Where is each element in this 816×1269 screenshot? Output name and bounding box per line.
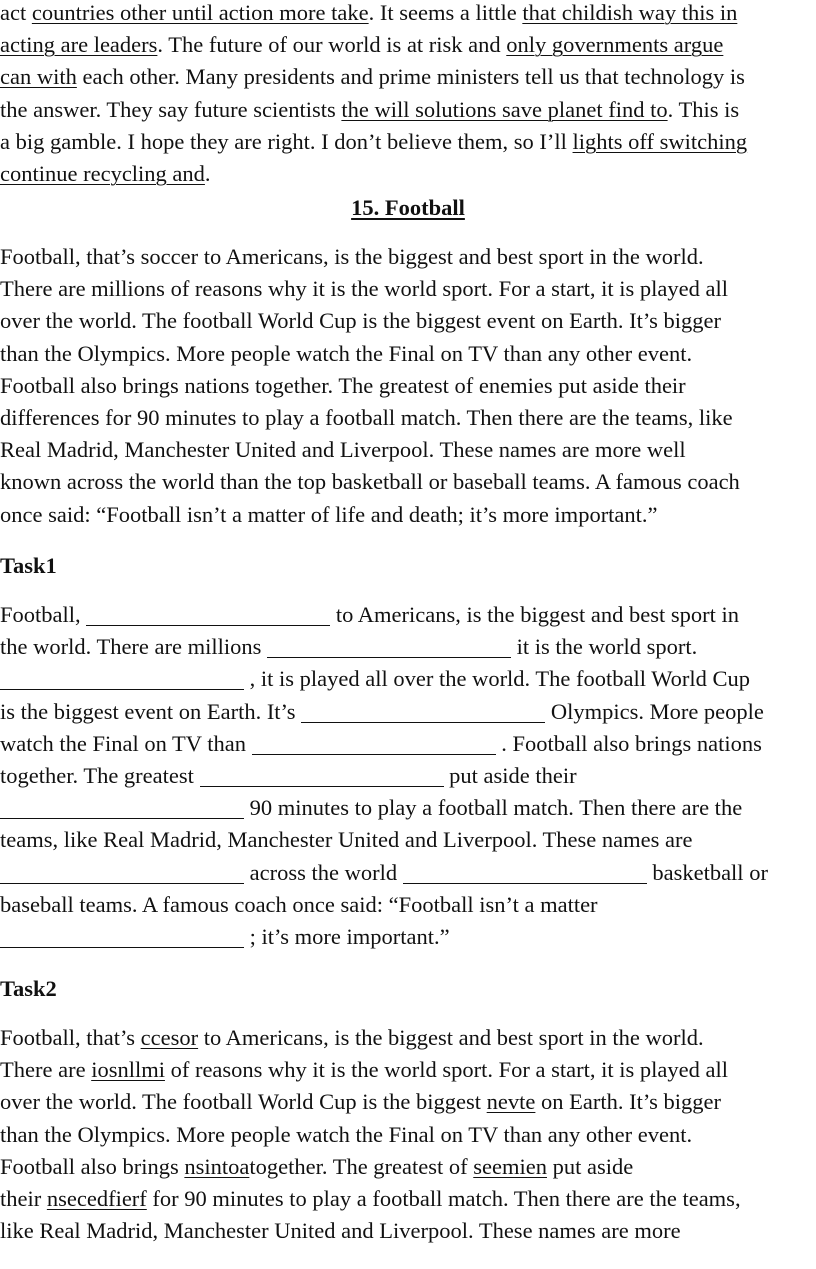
- text-run: of reasons why it is the world sport. For a start, it is played all: [164, 1057, 728, 1083]
- text-line: [0, 696, 816, 728]
- answer-blank[interactable]: [0, 796, 244, 819]
- underlined-text: seemien: [473, 1153, 547, 1179]
- text-line: [0, 241, 816, 273]
- text-run: each other. Many presidents and prime ministers tell us that technology is: [76, 64, 745, 90]
- text-run: the answer. They say future scientists: [0, 96, 342, 122]
- text-run: put aside their: [443, 762, 577, 788]
- text-line: [0, 1086, 816, 1118]
- text-run: across the world: [244, 859, 403, 885]
- text-line: [0, 466, 816, 498]
- answer-blank[interactable]: [0, 667, 244, 690]
- underlined-text: nevte: [486, 1089, 536, 1115]
- underlined-text: nsecedfierf: [46, 1185, 147, 1211]
- answer-blank[interactable]: [267, 635, 511, 658]
- text-line: [0, 599, 816, 631]
- underlined-text: that childish way this in: [522, 0, 738, 25]
- underlined-text: ccesor: [140, 1025, 199, 1050]
- task1-paragraph: [0, 599, 816, 953]
- text-line: [0, 889, 816, 921]
- text-line: [0, 338, 816, 370]
- text-run: .: [204, 160, 211, 186]
- text-run: . Football also brings nations: [495, 730, 762, 756]
- text-run: baseball teams. A famous coach once said: “Football isn’t a matter: [0, 891, 598, 917]
- text-line: [0, 158, 816, 190]
- text-line: [0, 857, 816, 889]
- text-run: their: [0, 1185, 47, 1211]
- task2-paragraph: [0, 1022, 816, 1247]
- text-run: together. The greatest: [0, 762, 200, 788]
- text-line: [0, 1022, 816, 1054]
- underlined-text: lights off switching: [572, 128, 748, 154]
- text-line: [0, 499, 816, 531]
- text-line: [0, 1183, 816, 1215]
- text-line: [0, 1215, 816, 1247]
- text-line: [0, 402, 816, 434]
- text-run: Football,: [0, 602, 87, 627]
- text-run: . It seems a little: [368, 0, 523, 25]
- underlined-text: the will solutions save planet find to: [341, 96, 668, 122]
- text-run: Football, that’s soccer to Americans, is the biggest and best sport in the world.: [0, 244, 704, 269]
- text-run: differences for 90 minutes to play a football match. Then there are the teams, like: [0, 404, 733, 430]
- underlined-text: acting are leaders: [0, 32, 158, 58]
- text-line: [0, 29, 816, 61]
- text-line: [0, 94, 816, 126]
- text-run: There are millions of reasons why it is the world sport. For a start, it is played all: [0, 276, 728, 302]
- text-run: over the world. The football World Cup is the biggest event on Earth. It’s bigger: [0, 308, 721, 334]
- underlined-text: can with: [0, 64, 77, 90]
- text-line: [0, 631, 816, 663]
- text-run: Football, that’s: [0, 1025, 141, 1050]
- text-run: . This is: [667, 96, 740, 122]
- text-run: is the biggest event on Earth. It’s: [0, 698, 302, 724]
- text-line: [0, 61, 816, 93]
- text-line: [0, 1119, 816, 1151]
- text-line: [0, 305, 816, 337]
- text-line: [0, 792, 816, 824]
- text-line: [0, 370, 816, 402]
- underlined-text: countries other until action more take: [31, 0, 369, 25]
- text-run: basketball or: [646, 859, 768, 885]
- section-title: 15. Football: [351, 195, 465, 220]
- text-run: act: [0, 0, 32, 25]
- text-run: on Earth. It’s bigger: [535, 1089, 721, 1115]
- text-line: [0, 663, 816, 695]
- answer-blank[interactable]: [200, 764, 444, 787]
- text-run: 90 minutes to play a football match. Then there are the: [244, 795, 743, 821]
- answer-blank[interactable]: [86, 603, 330, 626]
- answer-blank[interactable]: [252, 732, 496, 755]
- text-run: than the Olympics. More people watch the Final on TV than any other event.: [0, 340, 693, 366]
- text-line: [0, 921, 816, 953]
- text-run: together. The greatest of: [249, 1153, 474, 1179]
- text-run: Olympics. More people: [545, 698, 764, 724]
- answer-blank[interactable]: [0, 861, 244, 884]
- underlined-text: continue recycling and: [0, 160, 205, 186]
- underlined-text: iosnllmi: [91, 1057, 165, 1083]
- text-run: known across the world than the top basketball or baseball teams. A famous coach: [0, 469, 740, 495]
- task2-title: Task2: [0, 976, 57, 1001]
- text-run: teams, like Real Madrid, Manchester United and Liverpool. These names are: [0, 827, 693, 853]
- answer-blank[interactable]: [0, 925, 244, 948]
- text-line: [0, 434, 816, 466]
- text-run: There are: [0, 1057, 92, 1083]
- text-line: [0, 0, 816, 29]
- text-run: the world. There are millions: [0, 634, 268, 660]
- text-run: put aside: [546, 1153, 634, 1179]
- text-run: once said: “Football isn’t a matter of life and death; it’s more important.”: [0, 501, 658, 527]
- text-run: Real Madrid, Manchester United and Liverpool. These names are more well: [0, 437, 686, 463]
- text-run: to Americans, is the biggest and best sport in the world.: [198, 1025, 704, 1050]
- text-run: , it is played all over the world. The football World Cup: [244, 666, 751, 692]
- text-run: . The future of our world is at risk and: [157, 32, 507, 58]
- text-line: [0, 273, 816, 305]
- text-run: than the Olympics. More people watch the Final on TV than any other event.: [0, 1121, 693, 1147]
- text-line: [0, 126, 816, 158]
- task1-title: Task1: [0, 553, 57, 578]
- answer-blank[interactable]: [301, 700, 545, 723]
- text-run: watch the Final on TV than: [0, 730, 252, 756]
- answer-blank[interactable]: [403, 861, 647, 884]
- intro-paragraph: [0, 0, 816, 190]
- underlined-text: only governments argue: [506, 32, 724, 58]
- text-line: [0, 760, 816, 792]
- text-run: a big gamble. I hope they are right. I don’t believe them, so I’ll: [0, 128, 573, 154]
- text-run: Football also brings: [0, 1153, 185, 1179]
- text-run: to Americans, is the biggest and best sport in: [330, 602, 739, 627]
- text-run: Football also brings nations together. The greatest of enemies put aside their: [0, 372, 686, 398]
- underlined-text: nsintoa: [184, 1153, 250, 1179]
- text-run: over the world. The football World Cup is the biggest: [0, 1089, 487, 1115]
- text-line: [0, 1054, 816, 1086]
- text-run: it is the world sport.: [511, 634, 698, 660]
- text-run: ; it’s more important.”: [244, 923, 450, 949]
- text-run: for 90 minutes to play a football match. Then there are the teams,: [146, 1185, 741, 1211]
- text-line: [0, 728, 816, 760]
- text-run: like Real Madrid, Manchester United and Liverpool. These names are more: [0, 1218, 681, 1244]
- reading-paragraph: [0, 241, 816, 531]
- text-line: [0, 824, 816, 856]
- text-line: [0, 1151, 816, 1183]
